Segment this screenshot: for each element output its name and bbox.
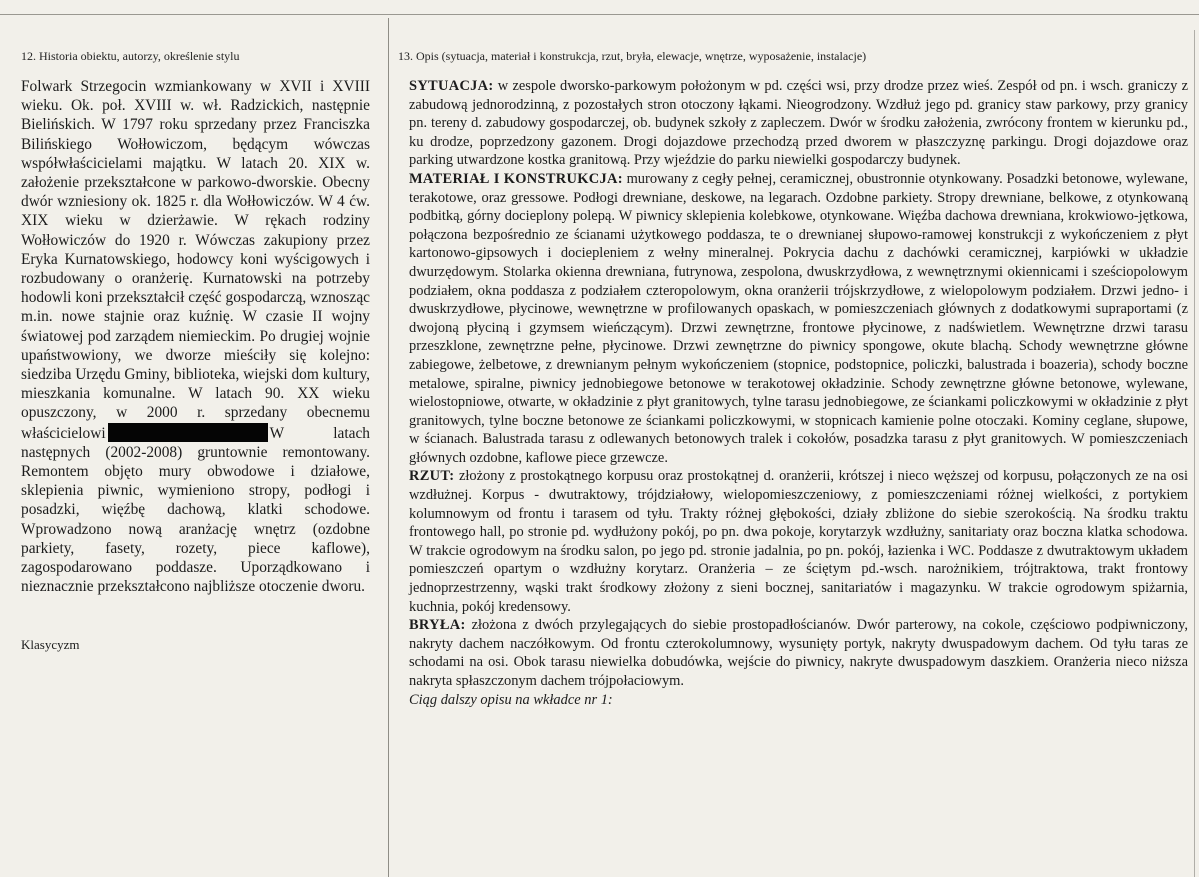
plan-paragraph — [409, 467, 1188, 616]
continuation-note: Ciąg dalszy opisu na wkładce nr 1: — [409, 691, 613, 708]
history-text-part1: Folwark Strzegocin wzmiankowany w XVII i XVIII wieku. Ok. poł. XVIII w. wł. Radzickich, następnie Bielińskich. W 1797 roku sprzedany przez Franciszka Bilińskiego Wołłowiczom, będącym wówczas współwłaścicielami majątku. W latach 20. XIX w. założenie przekształcone w parkowo-dworskie. Obecny dwór wzniesiony ok. 1825 r. dla Wołłowiczów. W 4 ćw. XIX wieku w dzierżawie. W rękach rodziny Wołłowiczów do 1920 r. Wówczas zakupiony przez Eryka Kurnatowskiego, hodowcy koni wyścigowych i rozbudowany o oranżerię. Kurnatowski na potrzeby hodowli koni przekształcił część gospodarczą, wznosząc m.in. nowe stajnie oraz kuźnię. W czasie II wojny światowej pod zarządem niemieckim. Po drugiej wojnie upaństwowiony, we dworze mieściły się kolejno: siedziba Urzędu Gminy, biblioteka, wiejski dom kultury, mieszkania komunalne. W latach 90. XX wieku opuszczony, w 2000 r. sprzedany obecnemu właścicielowi — [21, 78, 370, 442]
form-text: złożona z dwóch przylegających do siebie prostopadłościanów. Dwór parterowy, na cokole, częściowo podpiwniczony, nakryty dachem naczółkowym. Od frontu czterokolumnowy, wysunięty portyk, nakryty dwuspadowym dachem. Od tyłu taras ze schodami na osi. Obok tarasu niewielka dobudówka, wejście do piwnicy, nakryte dwuspadowym daszkiem. Oranżeria nieco niższa nakryta spłaszczonym dachem trójpołaciowym. — [409, 617, 1188, 689]
situation-paragraph — [409, 77, 1188, 170]
top-rule — [0, 14, 1199, 15]
column-divider — [388, 18, 389, 877]
section-12-header: 12. Historia obiektu, autorzy, określenie stylu — [21, 49, 240, 63]
section-13-header: 13. Opis (sytuacja, materiał i konstrukcja, rzut, bryła, elewacje, wnętrze, wyposażenie, instalacje) — [398, 49, 867, 63]
form-label: BRYŁA: — [409, 617, 466, 634]
plan-label: RZUT: — [409, 468, 455, 485]
form-paragraph — [409, 616, 1188, 690]
right-border — [1194, 30, 1195, 877]
situation-text: w zespole dworsko-parkowym położonym w pd. części wsi, przy drodze przez wieś. Zespół od pn. i wsch. graniczy z zabudową jednorodzinną, z pozostałych stron otoczony łąkami. Nieogrodzony. Wzdłuż jego pd. granicy staw parkowy, przy granicy pn. tereny d. zabudowy gospodarczej, ob. budynek szkoły z zapleczem. Dwór w środku założenia, zwrócony frontem w kierunku pd., ku drodze, poprzedzony gazonem. Drogi dojazdowe przechodzą przed dworem w płaszczyznę parkingu. Drogi dojazdowe oraz parking utwardzone kostka granitową. Przy wjeździe do parku niewielki gospodarczy budynek. — [409, 78, 1188, 169]
redacted-owner-name — [108, 423, 268, 442]
situation-label: SYTUACJA: — [409, 78, 494, 94]
history-text-part2: W latach następnych (2002-2008) gruntownie remontowany. Remontem objęto mury obwodowe i działowe, sklepienia piwnic, wymieniono stropy, podłogi i posadzki, więźbę dachową, klatki schodowe. Wprowadzono nową aranżację wnętrz (ozdobne parkiety, fasety, rozety, piece kaflowe), zagospodarowano poddasze. Uporządkowano i nieznacznie przekształcono najbliższe otoczenie dworu. — [21, 424, 370, 596]
material-label: MATERIAŁ I KONSTRUKCJA: — [409, 170, 623, 187]
material-text: murowany z cegły pełnej, ceramicznej, obustronnie otynkowany. Posadzki betonowe, wylewane, terakotowe, oraz gressowe. Podłogi drewniane, deskowe, na legarach. Ozdobne parkiety. Stropy drewniane, belkowe, z otynkowaną podbitką, górny docieplony polepą. W piwnicy sklepienia kolebkowe, otynkowane. Więźba dachowa drewniana, krokwiowo-jętkowa, połączona bezpośrednio ze ścianami użytkowego poddasza, te o drewnianej słupowo-ramowej konstrukcji z wykończeniem z płyt kartonowo-gipsowych i dociepleniem z wełny mineralnej. Pokrycia dachu z dachówki ceramicznej, karpiówki w układzie dwurzędowym. Stolarka okienna drewniana, futrynowa, zespolona, dwuskrzydłowa, z wewnętrznymi okiennicami i sześciopolowym podziałem, okna poddasza z podziałem czteropolowym, okna oranżerii trójskrzydłowe, z wielopolowym podziałem. Drzwi jedno- i dwuskrzydłowe, płycinowe, wewnętrzne w profilowanych opaskach, w pomieszczeniach głównych z dodatkowymi supraportami (z dwojoną płyciną i gzymsem wieńczącym). Drzwi zewnętrzne, frontowe płycinowe, z nadświetlem. Wewnętrzne drzwi tarasu przeszklone, zewnętrzne pełne, płycinowe. Drzwi zewnętrzne do piwnicy spongowe, okute blachą. Schody wewnętrzne główne zabiegowe, żelbetowe, z drewnianym pełnym wykończeniem (stopnice, podstopnice, policzki, balustrada i boazeria), schody boczne metalowe, spiralne, piwnicy jednobiegowe betonowe w terakotowej okładzinie. Schody zewnętrzne główne betonowe, wylewane, wielostopniowe, otwarte, w okładzinie z płyt granitowych, tylne tarasu jednobiegowe, ze ściankami policzkowymi w okładzinie z płyt granitowych, tylne boczne betonowe ze ściankami policzkowymi, w stopnicach kamienie polne otoczaki. Kominy ceglane, słupowe, w ścianach. Balustrada tarasu z odlewanych betonowych tralek i cokołów, posadzka tarasu z płyt granitowych. W pomieszczeniach głównych ozdobne, kaflowe piece grzewcze. — [409, 170, 1188, 466]
style-value: Klasycyzm — [21, 637, 80, 652]
history-text — [21, 77, 370, 596]
plan-text: złożony z prostokątnego korpusu oraz prostokątnej d. oranżerii, krótszej i nieco węższej od korpusu, połączonych ze na osi wzdłużnej. Korpus - dwutraktowy, trójdziałowy, wielopomieszczeniowy, z pomieszczeniami różnej wielkości, z portykiem kolumnowym od frontu i tarasem od tyłu. Trakty różnej głębokości, działy zbliżone do siebie szerokością. Na środku traktu frontowego hall, po stronie pd. wydłużony pokój, po pn. dwa pokoje, korytarzyk wzdłużny, sanitariaty oraz boczna klatka schodowa. W trakcie ogrodowym na środku salon, po jego pd. stronie jadalnia, po pn. pokój, łazienka i WC. Poddasze z dwutraktowym układem pomieszczeń opartym o wzdłużny korytarz. Oranżeria – ze ściętym pd.-wsch. narożnikiem, trójtraktowa, trakt frontowy jednoprzestrzenny, wąski trakt środkowy złożony z sieni bocznej, sanitariatów i magazynku. W trakcie ogrodowym spiżarnia, kuchnia, pokój kredensowy. — [409, 468, 1188, 615]
description-text — [409, 77, 1188, 709]
material-paragraph — [409, 170, 1188, 468]
